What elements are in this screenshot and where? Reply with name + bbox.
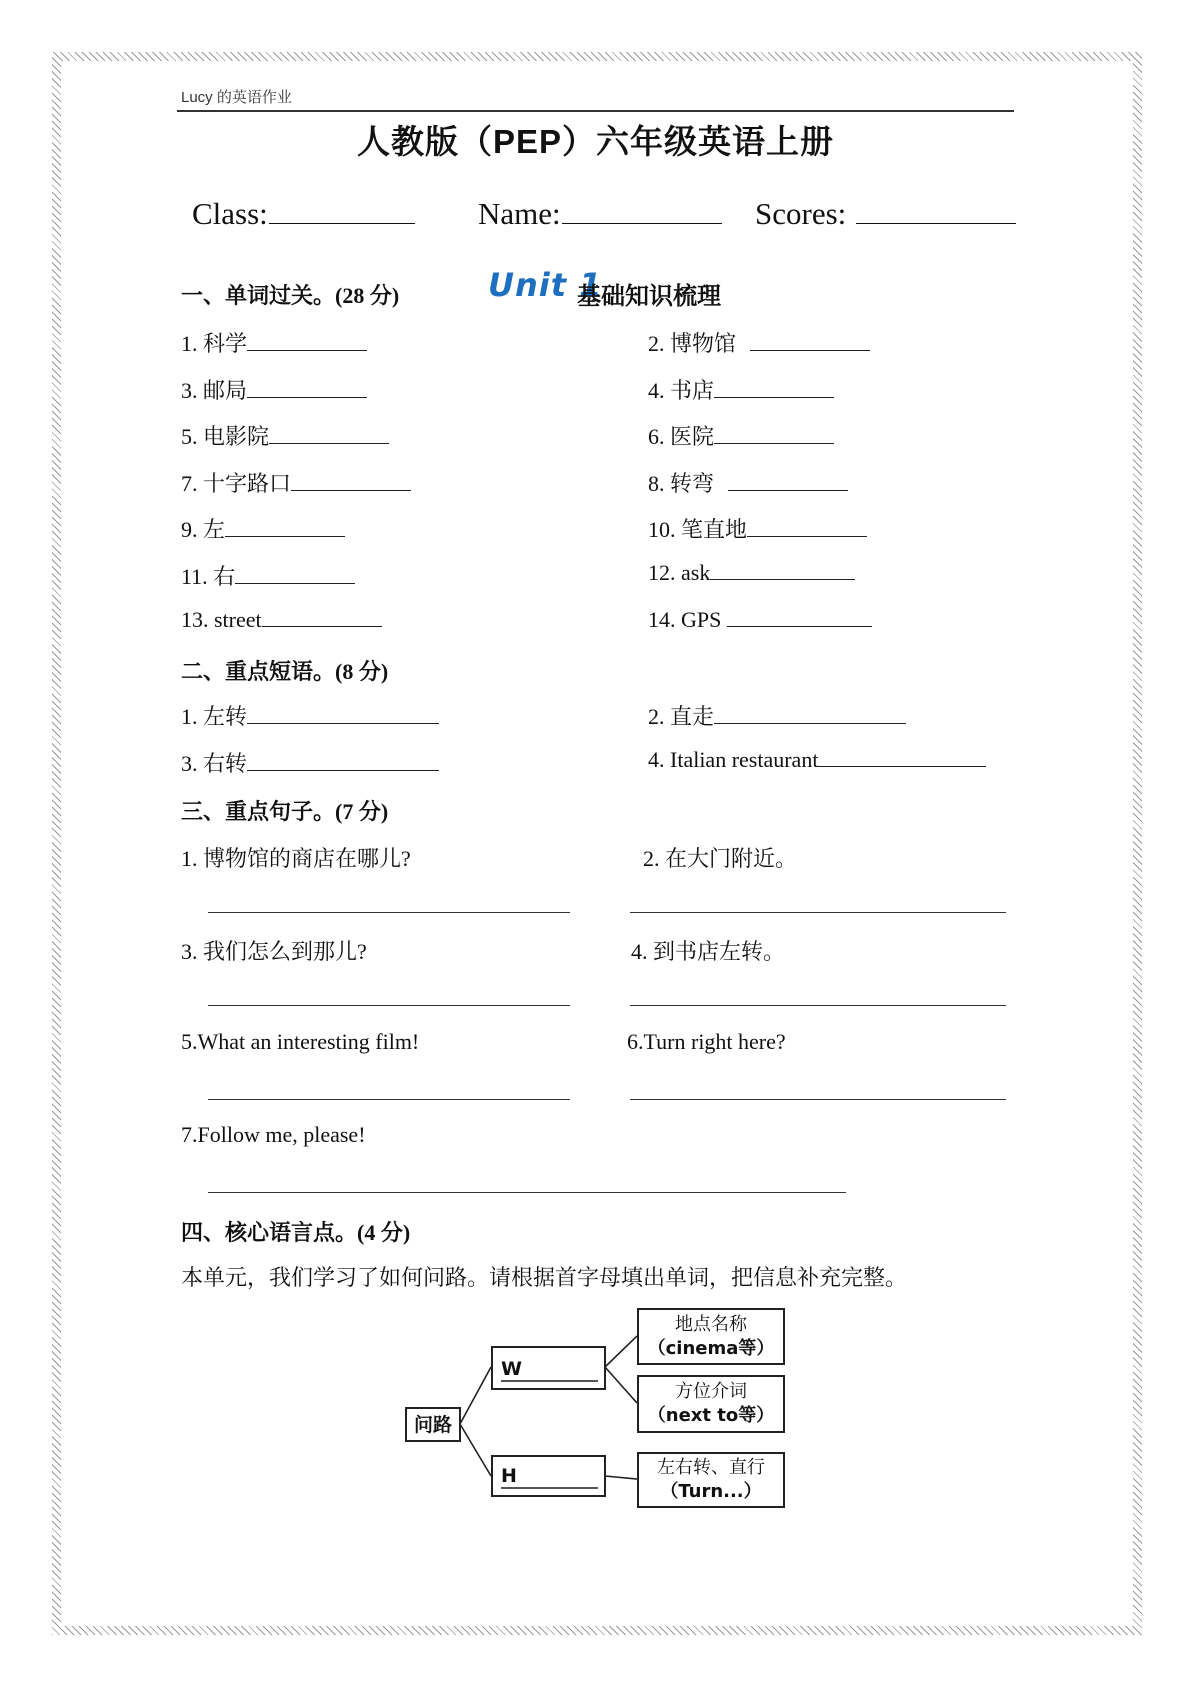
header-owner-text: Lucy 的英语作业 bbox=[181, 89, 292, 106]
diagram-branch-h-box[interactable] bbox=[491, 1455, 606, 1497]
vocab-item-5: 5. 电影院 bbox=[181, 420, 389, 451]
section-4-title: 四、核心语言点。 bbox=[181, 1220, 358, 1245]
vocab-item-1: 1. 科学 bbox=[181, 327, 367, 358]
diagram-branch-w-initial: W bbox=[501, 1358, 522, 1380]
vocab-item-2: 2. 博物馆 bbox=[648, 327, 870, 358]
diagram-branch-h-fill[interactable] bbox=[501, 1465, 598, 1489]
section-2-title: 二、重点短语。 bbox=[181, 659, 336, 684]
sentence-item-3: 3. 我们怎么到那儿? bbox=[181, 939, 367, 964]
diagram-place-names-box bbox=[637, 1308, 785, 1365]
vocab-item-11: 11. 右 bbox=[181, 560, 355, 591]
diagram-directions-title: 左右转、直行 bbox=[657, 1457, 765, 1478]
section-2-points: (8 分) bbox=[335, 659, 389, 684]
diagram-root-box bbox=[405, 1407, 461, 1442]
section-3-title: 三、重点句子。 bbox=[181, 799, 336, 824]
diagram-prepositions-example: （next to等） bbox=[647, 1405, 775, 1426]
diagram-prepositions-box bbox=[637, 1375, 785, 1433]
sentence-item-4: 4. 到书店左转。 bbox=[631, 939, 786, 964]
diagram-branch-h-initial: H bbox=[501, 1465, 517, 1487]
sentence-item-7: 7.Follow me, please! bbox=[181, 1122, 366, 1147]
vocab-item-3: 3. 邮局 bbox=[181, 374, 367, 405]
sentence-item-2: 2. 在大门附近。 bbox=[643, 846, 798, 871]
vocab-item-10: 10. 笔直地 bbox=[648, 513, 867, 544]
page-title: 人教版（PEP）六年级英语上册 bbox=[356, 123, 835, 160]
diagram-directions-box bbox=[637, 1452, 785, 1508]
section-1-title: 一、单词过关。 bbox=[181, 283, 336, 308]
phrase-item-2: 2. 直走 bbox=[648, 700, 906, 731]
unit-label: Unit 1 bbox=[488, 266, 603, 304]
section-4-points: (4 分) bbox=[357, 1220, 411, 1245]
phrase-item-3: 3. 右转 bbox=[181, 747, 439, 778]
diagram-directions-example: （Turn...） bbox=[660, 1481, 762, 1502]
vocab-item-6: 6. 医院 bbox=[648, 420, 834, 451]
sentence-item-6: 6.Turn right here? bbox=[627, 1029, 786, 1054]
section-1-points: (28 分) bbox=[335, 283, 400, 308]
class-label: Class: bbox=[192, 196, 268, 231]
vocab-item-8: 8. 转弯 bbox=[648, 467, 848, 498]
vocab-item-13: 13. street bbox=[181, 607, 382, 633]
phrase-item-1: 1. 左转 bbox=[181, 700, 439, 731]
diagram-place-names-example: （cinema等） bbox=[647, 1337, 775, 1359]
diagram-root-label: 问路 bbox=[413, 1413, 452, 1436]
vocab-item-14: 14. GPS bbox=[648, 607, 872, 633]
section-4-instructions: 本单元，我们学习了如何问路。请根据首字母填出单词，把信息补充完整。 bbox=[181, 1265, 908, 1290]
sentence-item-5: 5.What an interesting film! bbox=[181, 1029, 420, 1054]
vocab-item-7: 7. 十字路口 bbox=[181, 467, 411, 498]
vocab-item-9: 9. 左 bbox=[181, 513, 345, 544]
scores-label: Scores: bbox=[755, 196, 847, 231]
diagram-prepositions-title: 方位介词 bbox=[675, 1381, 747, 1402]
vocab-item-4: 4. 书店 bbox=[648, 374, 834, 405]
phrase-item-4: 4. Italian restaurant bbox=[648, 747, 986, 773]
section-3-points: (7 分) bbox=[335, 799, 389, 824]
diagram-branch-w-fill[interactable] bbox=[501, 1358, 598, 1382]
unit-subtitle: 基础知识梳理 bbox=[577, 283, 721, 310]
diagram-place-names-title: 地点名称 bbox=[675, 1313, 747, 1335]
vocab-item-12: 12. ask bbox=[648, 560, 855, 586]
diagram-branch-w-box[interactable] bbox=[491, 1346, 606, 1390]
name-label: Name: bbox=[478, 196, 561, 231]
sentence-item-1: 1. 博物馆的商店在哪儿? bbox=[181, 846, 411, 871]
